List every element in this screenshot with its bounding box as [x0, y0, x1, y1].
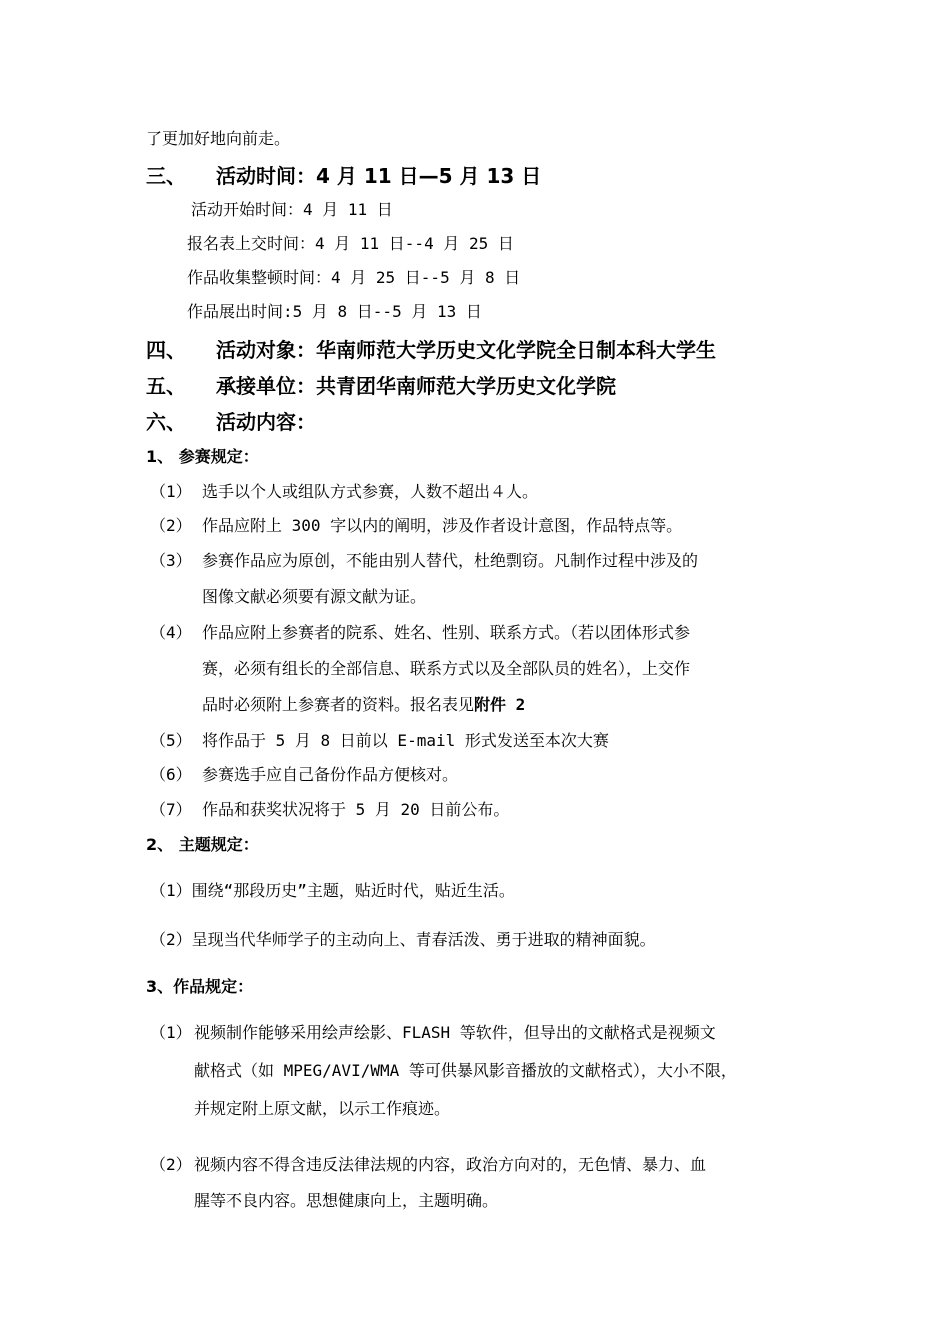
rule-text: 腥等不良内容。思想健康向上，主题明确。 [194, 1191, 499, 1210]
section-3-number: 三、 [146, 164, 186, 188]
rule-text: 并规定附上原文献，以示工作痕迹。 [194, 1099, 451, 1118]
schedule-line: 活动开始时间：4 月 11 日 [191, 200, 393, 219]
rule-text: （1）围绕“那段历史”主题，贴近时代，贴近生活。 [150, 881, 515, 900]
rule-text: 视频内容不得含违反法律法规的内容，政治方向对的，无色情、暴力、血 [194, 1155, 707, 1174]
rule-text: 赛，必须有组长的全部信息、联系方式以及全部队员的姓名），上交作 [202, 659, 691, 678]
attachment-reference: 附件 2 [474, 695, 526, 714]
rule-text-last: 品时必须附上参赛者的资料。报名表见 [202, 695, 475, 714]
rule-text: 选手以个人或组队方式参赛，人数不超出４人。 [202, 482, 539, 501]
rule-text: 献格式（如 MPEG/AVI/WMA 等可供暴风影音播放的文献格式），大小不限， [194, 1061, 737, 1080]
rule-number: （3） [150, 551, 192, 570]
section-6-heading [146, 406, 316, 435]
rule-text [202, 692, 525, 715]
rule-number: （2） [150, 516, 192, 535]
rules-2-heading: 2、 主题规定： [146, 835, 259, 854]
section-5-number: 五、 [146, 374, 186, 398]
section-4-title: 活动对象：华南师范大学历史文化学院全日制本科大学生 [216, 338, 716, 362]
rule-number: （5） [150, 731, 192, 750]
section-5-title: 承接单位：共青团华南师范大学历史文化学院 [216, 374, 616, 398]
rule-text: 作品应附上参赛者的院系、姓名、性别、联系方式。（若以团体形式参 [202, 623, 691, 642]
rule-text: 作品和获奖状况将于 5 月 20 日前公布。 [202, 800, 510, 819]
rule-text: （2）呈现当代华师学子的主动向上、青春活泼、勇于进取的精神面貌。 [150, 930, 656, 949]
rule-number: （1） [150, 1023, 192, 1042]
rule-number: （2） [150, 1155, 192, 1174]
rule-text: 视频制作能够采用绘声绘影、FLASH 等软件，但导出的文献格式是视频文 [194, 1023, 716, 1042]
section-6-title: 活动内容： [216, 410, 316, 434]
section-4-heading [146, 334, 716, 363]
schedule-line: 作品收集整顿时间：4 月 25 日--5 月 8 日 [187, 268, 521, 287]
section-3-title: 活动时间：4 月 11 日—5 月 13 日 [216, 164, 542, 188]
section-5-heading [146, 370, 616, 399]
rule-text: 图像文献必须要有源文献为证。 [202, 587, 427, 606]
rule-text: 参赛选手应自己备份作品方便核对。 [202, 765, 459, 784]
rule-text: 作品应附上 300 字以内的阐明，涉及作者设计意图，作品特点等。 [202, 516, 683, 535]
section-3-heading [146, 160, 541, 189]
rules-3-heading: 3、作品规定： [146, 977, 254, 996]
schedule-line: 作品展出时间:5 月 8 日--5 月 13 日 [187, 302, 482, 321]
rule-text: 参赛作品应为原创，不能由别人替代，杜绝剽窃。凡制作过程中涉及的 [202, 551, 699, 570]
schedule-line: 报名表上交时间：4 月 11 日--4 月 25 日 [187, 234, 514, 253]
rules-1-heading: 1、 参赛规定： [146, 447, 259, 466]
section-4-number: 四、 [146, 338, 186, 362]
intro-tail: 了更加好地向前走。 [146, 129, 291, 148]
section-6-number: 六、 [146, 410, 186, 434]
rule-number: （6） [150, 765, 192, 784]
rule-text: 将作品于 5 月 8 日前以 E-mail 形式发送至本次大赛 [202, 731, 609, 750]
rule-number: （1） [150, 482, 192, 501]
rule-number: （7） [150, 800, 192, 819]
rule-number: （4） [150, 623, 192, 642]
